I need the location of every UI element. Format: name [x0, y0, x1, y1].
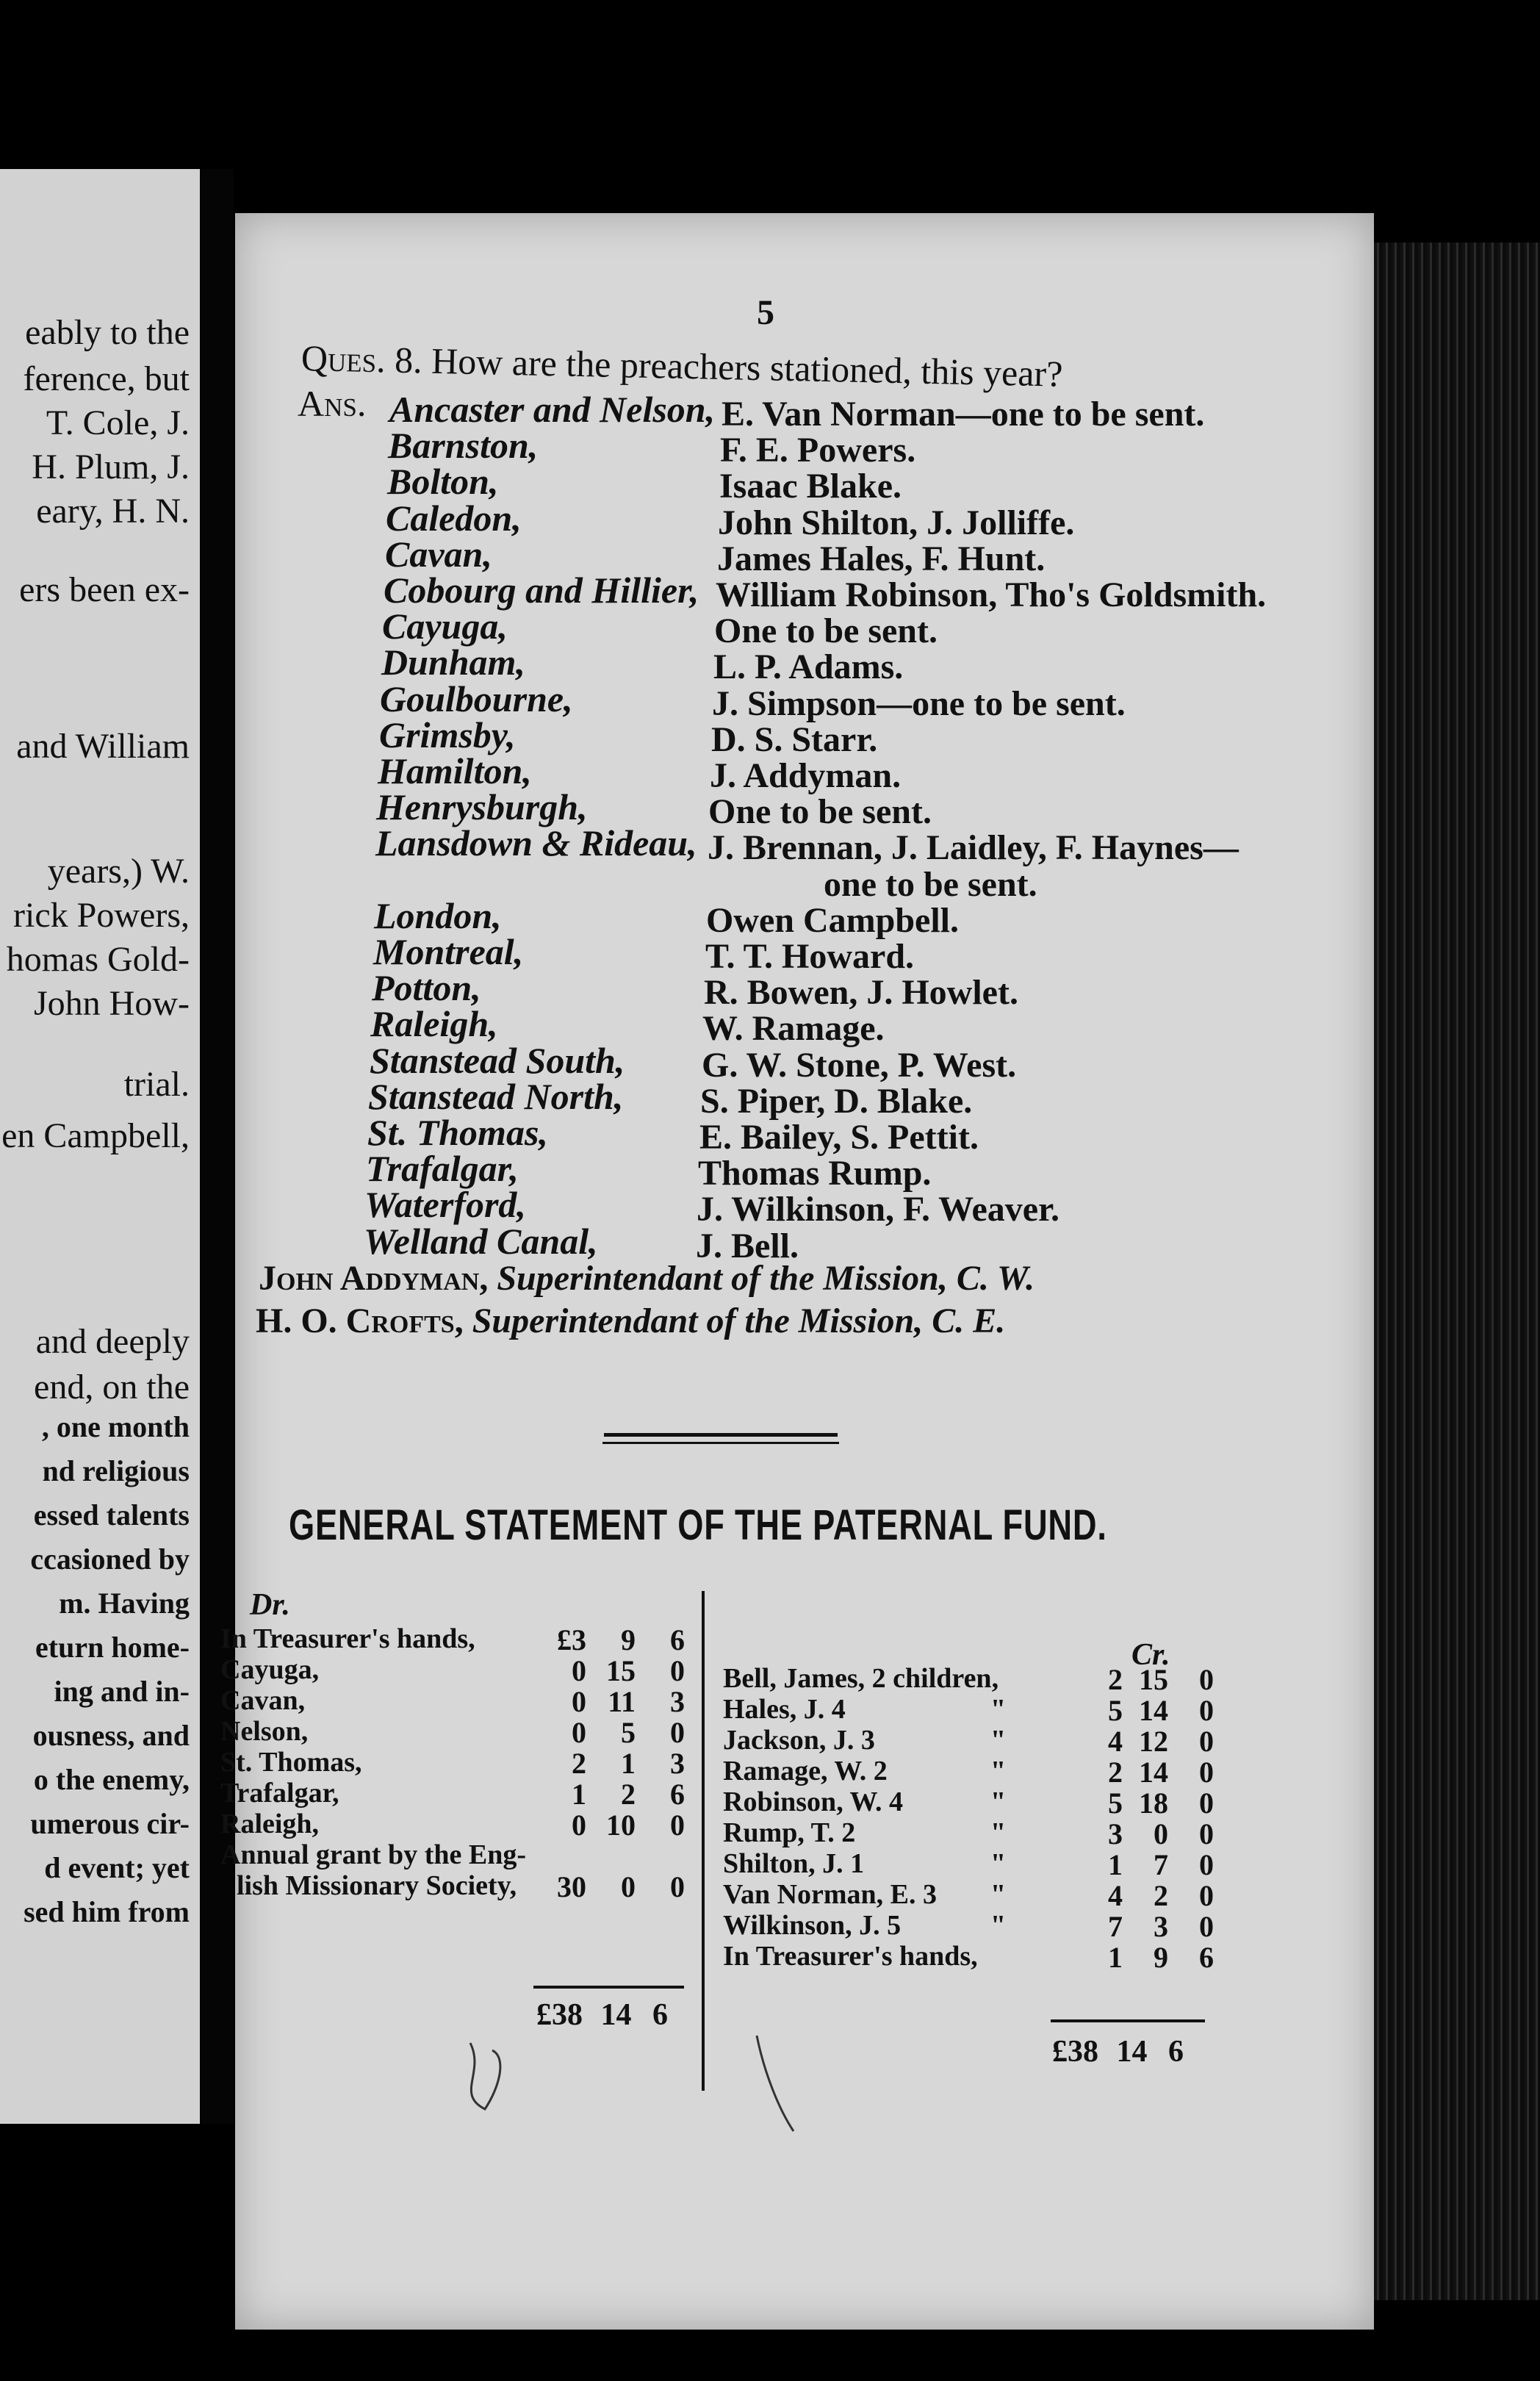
left-page-line: ousness, and — [32, 1719, 190, 1752]
station-preachers: T. T. Howard. — [705, 937, 915, 976]
left-page-line: ference, but — [23, 359, 190, 398]
station-preachers: James Hales, F. Hunt. — [717, 539, 1046, 578]
ditto-mark: " — [990, 1756, 1007, 1786]
left-page-line: eturn home- — [35, 1631, 190, 1664]
ditto-mark: " — [990, 1848, 1007, 1879]
station-place: Bolton, — [387, 461, 499, 503]
debit-pounds: £3 — [557, 1623, 586, 1656]
station-place: St. Thomas, — [367, 1112, 548, 1153]
debit-item: Annual grant by the Eng- — [220, 1839, 526, 1870]
station-place: Henrysburgh, — [376, 786, 588, 828]
debit-pence: 0 — [670, 1716, 685, 1749]
column-divider — [702, 1591, 705, 2091]
ditto-mark: " — [990, 1817, 1007, 1848]
credit-shillings: 18 — [1139, 1786, 1168, 1820]
debit-shillings: 11 — [608, 1685, 636, 1718]
credit-shillings: 3 — [1154, 1910, 1168, 1943]
left-page-line: years,) W. — [47, 852, 190, 891]
credit-pence: 0 — [1199, 1694, 1214, 1727]
left-page-line: umerous cir- — [30, 1807, 190, 1840]
debit-shillings: 9 — [621, 1623, 636, 1656]
superintendent-name: John Addyman, — [259, 1259, 489, 1298]
debit-shillings: 1 — [621, 1747, 636, 1780]
credit-pence: 0 — [1199, 1879, 1214, 1912]
station-preachers: L. P. Adams. — [713, 647, 904, 687]
left-page-line: en Campbell, — [1, 1116, 190, 1155]
credit-pounds: 5 — [1108, 1786, 1123, 1820]
credit-shillings: 7 — [1154, 1848, 1168, 1881]
cr-label: Cr. — [1131, 1638, 1170, 1672]
credit-pence: 0 — [1199, 1786, 1214, 1820]
station-preachers-continued: one to be sent. — [824, 864, 1037, 904]
debit-item: Cayuga, — [220, 1654, 320, 1685]
credit-item: Ramage, W. 2 — [723, 1756, 888, 1786]
left-page-line: homas Gold- — [6, 940, 190, 979]
station-place: Goulbourne, — [380, 678, 573, 719]
credit-item: Bell, James, 2 children, — [723, 1663, 999, 1694]
credit-pounds: 4 — [1108, 1879, 1123, 1912]
credit-pounds: 2 — [1108, 1663, 1123, 1696]
debit-pounds: 0 — [572, 1654, 586, 1687]
dr-label: Dr. — [250, 1588, 290, 1622]
station-place: Waterford, — [364, 1184, 526, 1226]
left-page-line: and deeply — [35, 1322, 190, 1361]
superintendent-line — [256, 1301, 1005, 1341]
debit-total-rule — [533, 1986, 684, 1989]
station-place: Cavan, — [385, 533, 492, 575]
credit-pence: 6 — [1199, 1941, 1214, 1974]
debit-pence: 0 — [670, 1809, 685, 1842]
credit-total-shillings: 14 — [1116, 2035, 1148, 2069]
left-page-line: and William — [16, 727, 190, 766]
superintendent-name: H. O. Crofts, — [256, 1301, 464, 1340]
debit-item: Raleigh, — [220, 1809, 320, 1839]
ditto-mark: " — [990, 1725, 1007, 1756]
left-page-line: nd religious — [42, 1454, 190, 1487]
station-preachers: J. Addyman. — [710, 756, 902, 795]
debit-pounds: 30 — [557, 1870, 586, 1903]
station-place: Barnston, — [388, 425, 539, 467]
credit-item: Jackson, J. 3 — [723, 1725, 875, 1756]
question-label: Ques. — [301, 337, 386, 381]
debit-item-continued: lish Missionary Society, — [237, 1870, 517, 1901]
station-preachers: John Shilton, J. Jolliffe. — [718, 503, 1075, 542]
credit-shillings: 15 — [1139, 1663, 1168, 1696]
debit-item: Cavan, — [220, 1685, 306, 1716]
debit-total-pence: 6 — [652, 1998, 668, 2032]
station-place: Ancaster and Nelson, — [389, 389, 716, 430]
credit-pence: 0 — [1199, 1725, 1214, 1758]
station-preachers: Isaac Blake. — [719, 467, 902, 506]
credit-total-pence: 6 — [1168, 2035, 1184, 2069]
debit-pounds: 2 — [572, 1747, 586, 1780]
credit-shillings: 0 — [1154, 1817, 1168, 1850]
credit-pounds: 5 — [1108, 1694, 1123, 1727]
credit-item: Shilton, J. 1 — [723, 1848, 865, 1879]
credit-pounds: 7 — [1108, 1910, 1123, 1943]
debit-item: Nelson, — [220, 1716, 309, 1747]
credit-pence: 0 — [1199, 1663, 1214, 1696]
station-place: Caledon, — [386, 497, 522, 539]
left-page-line: ing and in- — [54, 1675, 190, 1708]
left-page-line: sed him from — [24, 1895, 190, 1928]
page-edges — [1374, 243, 1540, 2300]
debit-shillings: 2 — [621, 1778, 636, 1811]
credit-item: Wilkinson, J. 5 — [723, 1910, 902, 1941]
debit-item: Trafalgar, — [220, 1778, 339, 1809]
divider-rule — [602, 1442, 839, 1444]
station-place: Lansdown & Rideau, — [375, 822, 697, 864]
debit-pence: 6 — [670, 1778, 685, 1811]
station-place: Stanstead South, — [370, 1039, 625, 1081]
left-page-line: o the enemy, — [33, 1763, 190, 1796]
left-page-line: rick Powers, — [13, 896, 190, 935]
ditto-mark: " — [990, 1786, 1007, 1817]
debit-pounds: 1 — [572, 1778, 586, 1811]
station-place: Hamilton, — [378, 750, 532, 791]
credit-shillings: 2 — [1154, 1879, 1168, 1912]
left-facing-page — [0, 169, 200, 2124]
station-preachers: William Robinson, Tho's Goldsmith. — [716, 575, 1267, 614]
station-place: Trafalgar, — [366, 1148, 519, 1190]
superintendent-line — [259, 1258, 1035, 1299]
station-place: Dunham, — [381, 642, 525, 683]
station-preachers: J. Brennan, J. Laidley, F. Haynes— — [708, 828, 1239, 868]
station-preachers: R. Bowen, J. Howlet. — [704, 973, 1018, 1013]
left-page-line: essed talents — [33, 1498, 190, 1531]
debit-total-shillings: 14 — [600, 1998, 632, 2032]
credit-item: Rump, T. 2 — [723, 1817, 856, 1848]
credit-pence: 0 — [1199, 1848, 1214, 1881]
credit-pence: 0 — [1199, 1910, 1214, 1943]
ditto-mark: " — [990, 1910, 1007, 1941]
statement-title: GENERAL STATEMENT OF THE PATERNAL FUND. — [289, 1501, 1107, 1549]
debit-pence: 3 — [670, 1685, 685, 1718]
credit-shillings: 12 — [1139, 1725, 1168, 1758]
answer-label: Ans. — [298, 383, 367, 424]
left-page-line: eably to the — [25, 313, 190, 352]
credit-total-rule — [1051, 2019, 1205, 2022]
station-place: Montreal, — [373, 931, 524, 972]
station-place: Cobourg and Hillier, — [384, 570, 699, 611]
left-page-line: m. Having — [59, 1587, 190, 1620]
debit-total-pounds: £38 — [536, 1998, 583, 2032]
credit-pence: 0 — [1199, 1817, 1214, 1850]
credit-shillings: 9 — [1154, 1941, 1168, 1974]
station-place: Raleigh, — [370, 1003, 498, 1045]
superintendent-role: Superintendant of the Mission, C. E. — [472, 1301, 1006, 1340]
left-page-line: T. Cole, J. — [46, 403, 190, 442]
left-page-line: end, on the — [34, 1368, 190, 1407]
credit-pence: 0 — [1199, 1756, 1214, 1789]
station-preachers: W. Ramage. — [702, 1009, 885, 1049]
station-preachers: E. Van Norman—one to be sent. — [722, 395, 1205, 434]
left-page-line: ccasioned by — [30, 1543, 190, 1576]
credit-item: Van Norman, E. 3 — [723, 1879, 938, 1910]
ditto-mark: " — [990, 1694, 1007, 1725]
credit-total-pounds: £38 — [1052, 2035, 1098, 2069]
credit-shillings: 14 — [1139, 1756, 1168, 1789]
divider-rule — [604, 1433, 838, 1437]
left-page-line: John How- — [34, 984, 190, 1023]
credit-pounds: 1 — [1108, 1941, 1123, 1974]
station-preachers: Owen Campbell. — [706, 900, 960, 940]
debit-shillings: 10 — [606, 1809, 636, 1842]
station-preachers: S. Piper, D. Blake. — [700, 1081, 973, 1121]
debit-pence: 3 — [670, 1747, 685, 1780]
superintendent-role: Superintendant of the Mission, C. W. — [497, 1259, 1035, 1298]
station-preachers: One to be sent. — [708, 792, 932, 832]
debit-pence: 0 — [670, 1654, 685, 1687]
debit-pounds: 0 — [572, 1809, 586, 1842]
left-page-line: ers been ex- — [19, 570, 190, 609]
station-preachers: J. Simpson—one to be sent. — [712, 683, 1126, 723]
debit-pounds: 0 — [572, 1685, 586, 1718]
credit-item: In Treasurer's hands, — [723, 1941, 978, 1972]
left-page-line: H. Plum, J. — [32, 448, 190, 486]
debit-pounds: 0 — [572, 1716, 586, 1749]
station-preachers: G. W. Stone, P. West. — [702, 1045, 1017, 1085]
station-preachers: Thomas Rump. — [698, 1154, 932, 1193]
credit-pounds: 2 — [1108, 1756, 1123, 1789]
left-page-line: d event; yet — [44, 1851, 190, 1884]
debit-shillings: 0 — [621, 1870, 636, 1903]
debit-item: St. Thomas, — [220, 1747, 362, 1778]
left-page-line: trial. — [123, 1065, 190, 1104]
debit-total — [536, 1997, 668, 2033]
debit-pence: 6 — [670, 1623, 685, 1656]
debit-item: In Treasurer's hands, — [220, 1623, 475, 1654]
credit-item: Hales, J. 4 — [723, 1694, 846, 1725]
station-place: Welland Canal, — [364, 1220, 598, 1262]
debit-shillings: 5 — [621, 1716, 636, 1749]
debit-pence: 0 — [670, 1870, 685, 1903]
question-text: 8. How are the preachers stationed, this year? — [394, 339, 1063, 395]
credit-pounds: 3 — [1108, 1817, 1123, 1850]
station-preachers: F. E. Powers. — [720, 431, 916, 470]
station-preachers: One to be sent. — [714, 611, 938, 651]
credit-pounds: 4 — [1108, 1725, 1123, 1758]
station-preachers: E. Bailey, S. Pettit. — [699, 1118, 979, 1157]
credit-total — [1052, 2034, 1184, 2069]
station-preachers: J. Bell. — [696, 1226, 799, 1265]
credit-shillings: 14 — [1139, 1694, 1168, 1727]
station-place: Stanstead North, — [368, 1075, 624, 1117]
credit-item: Robinson, W. 4 — [723, 1786, 904, 1817]
station-preachers: J. Wilkinson, F. Weaver. — [697, 1190, 1059, 1229]
debit-shillings: 15 — [606, 1654, 636, 1687]
left-page-line: eary, H. N. — [36, 492, 190, 531]
station-place: Potton, — [372, 967, 481, 1009]
station-place: London, — [374, 894, 502, 936]
left-page-line: , one month — [41, 1410, 190, 1443]
station-place: Grimsby, — [379, 714, 516, 755]
station-place: Cayuga, — [382, 606, 508, 647]
station-preachers: D. S. Starr. — [711, 719, 878, 759]
pencil-marks — [441, 2028, 823, 2146]
ditto-mark: " — [990, 1879, 1007, 1910]
credit-pounds: 1 — [1108, 1848, 1123, 1881]
page-number: 5 — [757, 293, 774, 332]
